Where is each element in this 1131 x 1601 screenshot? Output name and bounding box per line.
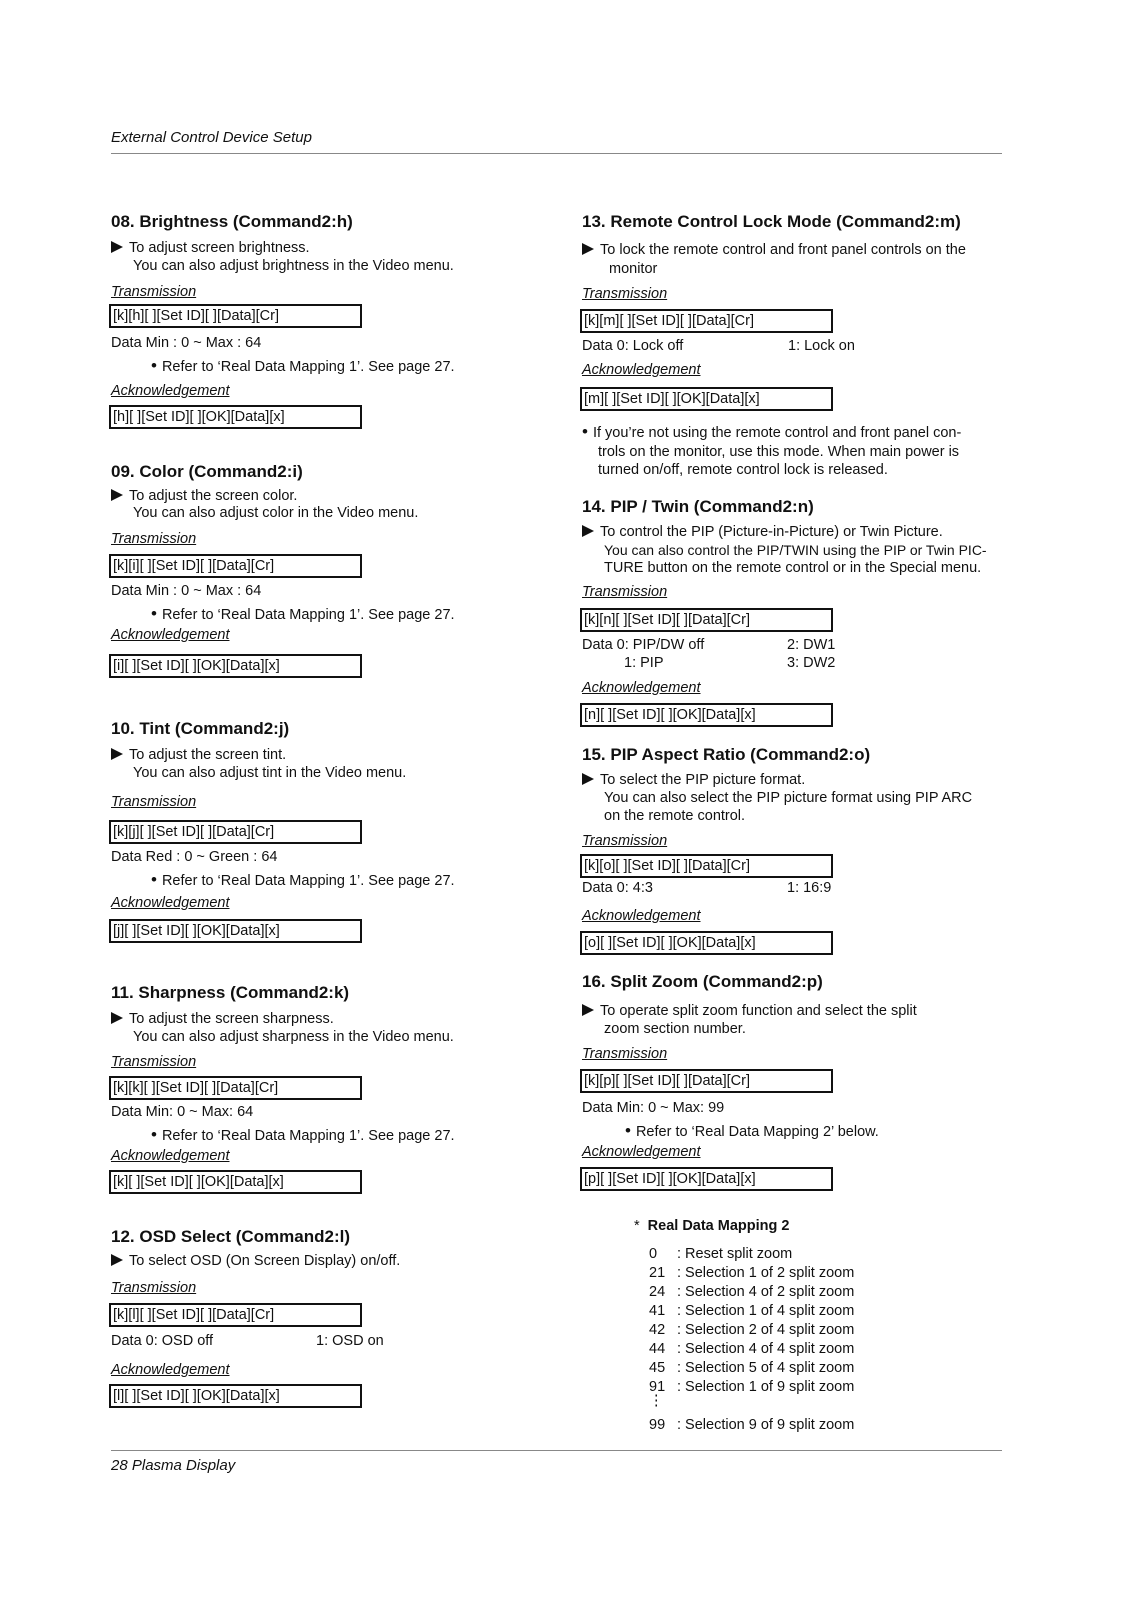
mapping-value: : Selection 2 of 4 split zoom <box>677 1322 855 1338</box>
mapping-value: : Reset split zoom <box>677 1246 793 1262</box>
mapping-key: 99 <box>649 1417 666 1433</box>
transmission-box: [k][l][ ][Set ID][ ][Data][Cr] <box>109 1303 362 1327</box>
mapping-key: ⋮ <box>649 1393 664 1409</box>
description-2: You can also adjust tint in the Video menu. <box>133 765 407 781</box>
acknowledgement-box: [h][ ][Set ID][ ][OK][Data][x] <box>109 405 362 429</box>
data-range: Data 0: 4:3 <box>582 880 653 896</box>
acknowledgement-label: Acknowledgement <box>582 908 701 924</box>
description-2: zoom section number. <box>604 1021 746 1037</box>
acknowledgement-box: [m][ ][Set ID][ ][OK][Data][x] <box>580 387 833 411</box>
arrow-right-icon <box>582 773 594 785</box>
header-rule <box>111 153 1002 154</box>
mapping-key: 0 <box>649 1246 658 1262</box>
mapping-value: : Selection 5 of 4 split zoom <box>677 1360 855 1376</box>
description: To select the PIP picture format. <box>582 772 805 788</box>
mapping-note: • Refer to ‘Real Data Mapping 2’ below. <box>625 1121 879 1141</box>
mapping-row <box>649 1417 854 1433</box>
description: To select OSD (On Screen Display) on/off. <box>111 1253 400 1269</box>
transmission-label: Transmission <box>111 531 197 547</box>
data-range-option-2: 1: PIP <box>624 655 664 671</box>
section-title: 09. Color (Command2:i) <box>111 462 303 481</box>
mapping-value: : Selection 1 of 9 split zoom <box>677 1379 855 1395</box>
transmission-box: [k][p][ ][Set ID][ ][Data][Cr] <box>580 1069 833 1093</box>
description-3: TURE button on the remote control or in the Special menu. <box>604 560 982 576</box>
mapping-key: 24 <box>649 1284 666 1300</box>
description: To adjust the screen color. <box>111 488 297 504</box>
acknowledgement-box: [n][ ][Set ID][ ][OK][Data][x] <box>580 703 833 727</box>
transmission-label: Transmission <box>111 284 197 300</box>
section-title: 16. Split Zoom (Command2:p) <box>582 972 823 991</box>
description: To adjust the screen tint. <box>111 747 286 763</box>
data-range: Data 0: Lock off <box>582 338 684 354</box>
transmission-label: Transmission <box>111 1054 197 1070</box>
description: To adjust the screen sharpness. <box>111 1011 334 1027</box>
page-header: External Control Device Setup <box>111 129 312 146</box>
data-range-option-2: 1: OSD on <box>316 1333 384 1349</box>
mapping-key: 21 <box>649 1265 666 1281</box>
description: To adjust screen brightness. <box>111 240 310 256</box>
mapping-value: : Selection 1 of 4 split zoom <box>677 1303 855 1319</box>
mapping-value: : Selection 4 of 2 split zoom <box>677 1284 855 1300</box>
data-range-option-2: 1: Lock on <box>788 338 855 354</box>
section-title: 10. Tint (Command2:j) <box>111 719 290 738</box>
data-range: Data 0: OSD off <box>111 1333 214 1349</box>
usage-note-line-1: • If you’re not using the remote control and front panel con- <box>582 422 961 442</box>
transmission-label: Transmission <box>582 833 668 849</box>
description-2: monitor <box>609 261 658 277</box>
mapping-value: : Selection 9 of 9 split zoom <box>677 1417 855 1433</box>
acknowledgement-label: Acknowledgement <box>111 1362 230 1378</box>
asterisk-icon: * <box>634 1218 640 1234</box>
mapping-value: : Selection 1 of 2 split zoom <box>677 1265 855 1281</box>
acknowledgement-label: Acknowledgement <box>111 627 230 643</box>
section-title: 13. Remote Control Lock Mode (Command2:m) <box>582 212 961 231</box>
transmission-box: [k][n][ ][Set ID][ ][Data][Cr] <box>580 608 833 632</box>
transmission-box: [k][m][ ][Set ID][ ][Data][Cr] <box>580 309 833 333</box>
arrow-right-icon <box>582 1004 594 1016</box>
mapping-row <box>649 1393 677 1409</box>
acknowledgement-box: [k][ ][Set ID][ ][OK][Data][x] <box>109 1170 362 1194</box>
acknowledgement-label: Acknowledgement <box>111 1148 230 1164</box>
data-range-option-3: 2: DW1 <box>787 637 836 653</box>
usage-note-line-3: turned on/off, remote control lock is released. <box>598 462 888 478</box>
data-range: Data Min: 0 ~ Max: 99 <box>582 1100 725 1116</box>
acknowledgement-box: [o][ ][Set ID][ ][OK][Data][x] <box>580 931 833 955</box>
mapping-key: 45 <box>649 1360 666 1376</box>
description: To lock the remote control and front panel controls on the <box>582 242 966 258</box>
transmission-box: [k][k][ ][Set ID][ ][Data][Cr] <box>109 1076 362 1100</box>
data-range: Data Min: 0 ~ Max: 64 <box>111 1104 254 1120</box>
mapping-row <box>649 1341 854 1357</box>
mapping-note: • Refer to ‘Real Data Mapping 1’. See page 27. <box>151 356 455 376</box>
section-title: 11. Sharpness (Command2:k) <box>111 983 350 1002</box>
mapping-note: • Refer to ‘Real Data Mapping 1’. See page 27. <box>151 604 455 624</box>
acknowledgement-label: Acknowledgement <box>111 383 230 399</box>
arrow-right-icon <box>111 748 123 760</box>
arrow-right-icon <box>111 489 123 501</box>
transmission-label: Transmission <box>582 1046 668 1062</box>
section-title: 08. Brightness (Command2:h) <box>111 212 353 231</box>
mapping-row <box>649 1303 854 1319</box>
transmission-box: [k][h][ ][Set ID][ ][Data][Cr] <box>109 304 362 328</box>
mapping-title: * Real Data Mapping 2 <box>634 1218 790 1234</box>
arrow-right-icon <box>111 241 123 253</box>
mapping-note: • Refer to ‘Real Data Mapping 1’. See page 27. <box>151 1125 455 1145</box>
section-title: 12. OSD Select (Command2:l) <box>111 1227 351 1246</box>
description-2: You can also adjust color in the Video menu. <box>133 505 419 521</box>
footer-rule <box>111 1450 1002 1451</box>
data-range: Data Min : 0 ~ Max : 64 <box>111 583 262 599</box>
arrow-right-icon <box>582 525 594 537</box>
mapping-row <box>649 1265 854 1281</box>
acknowledgement-label: Acknowledgement <box>111 895 230 911</box>
transmission-box: [k][i][ ][Set ID][ ][Data][Cr] <box>109 554 362 578</box>
description-2: You can also adjust brightness in the Video menu. <box>133 258 454 274</box>
acknowledgement-label: Acknowledgement <box>582 1144 701 1160</box>
mapping-row <box>649 1322 854 1338</box>
transmission-label: Transmission <box>111 794 197 810</box>
mapping-row <box>649 1246 792 1262</box>
acknowledgement-box: [l][ ][Set ID][ ][OK][Data][x] <box>109 1384 362 1408</box>
mapping-row <box>649 1379 854 1395</box>
acknowledgement-label: Acknowledgement <box>582 362 701 378</box>
mapping-row <box>649 1284 854 1300</box>
data-range: Data 0: PIP/DW off <box>582 637 705 653</box>
mapping-row <box>649 1360 854 1376</box>
data-range: Data Min : 0 ~ Max : 64 <box>111 335 262 351</box>
mapping-value: : Selection 4 of 4 split zoom <box>677 1341 855 1357</box>
arrow-right-icon <box>111 1012 123 1024</box>
transmission-box: [k][j][ ][Set ID][ ][Data][Cr] <box>109 820 362 844</box>
mapping-note: • Refer to ‘Real Data Mapping 1’. See page 27. <box>151 870 455 890</box>
mapping-key: 44 <box>649 1341 666 1357</box>
acknowledgement-label: Acknowledgement <box>582 680 701 696</box>
description-2: You can also select the PIP picture format using PIP ARC <box>604 790 973 806</box>
acknowledgement-box: [p][ ][Set ID][ ][OK][Data][x] <box>580 1167 833 1191</box>
description-2: You can also adjust sharpness in the Video menu. <box>133 1029 454 1045</box>
description: To operate split zoom function and select the split <box>582 1003 917 1019</box>
arrow-right-icon <box>111 1254 123 1266</box>
arrow-right-icon <box>582 243 594 255</box>
acknowledgement-box: [j][ ][Set ID][ ][OK][Data][x] <box>109 919 362 943</box>
description: To control the PIP (Picture-in-Picture) or Twin Picture. <box>582 524 943 540</box>
transmission-label: Transmission <box>582 286 668 302</box>
mapping-key: 91 <box>649 1379 666 1395</box>
data-range: Data Red : 0 ~ Green : 64 <box>111 849 278 865</box>
mapping-key: 42 <box>649 1322 666 1338</box>
usage-note-line-2: trols on the monitor, use this mode. When main power is <box>598 444 960 460</box>
transmission-label: Transmission <box>582 584 668 600</box>
description-2: You can also control the PIP/TWIN using the PIP or Twin PIC- <box>604 542 987 558</box>
data-range-option-4: 3: DW2 <box>787 655 836 671</box>
acknowledgement-box: [i][ ][Set ID][ ][OK][Data][x] <box>109 654 362 678</box>
section-title: 15. PIP Aspect Ratio (Command2:o) <box>582 745 871 764</box>
transmission-box: [k][o][ ][Set ID][ ][Data][Cr] <box>580 854 833 878</box>
description-3: on the remote control. <box>604 808 746 824</box>
page-footer: 28 Plasma Display <box>111 1457 236 1474</box>
section-title: 14. PIP / Twin (Command2:n) <box>582 497 814 516</box>
data-range-option-2: 1: 16:9 <box>787 880 832 896</box>
mapping-key: 41 <box>649 1303 666 1319</box>
transmission-label: Transmission <box>111 1280 197 1296</box>
